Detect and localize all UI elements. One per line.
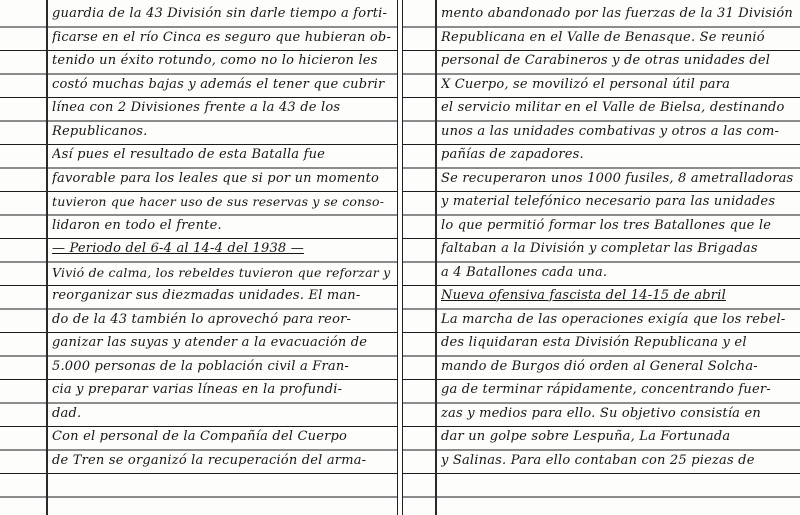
- text-line: ganizar las suyas y atender a la evacuación de: [52, 335, 368, 350]
- text-line: a 4 Batallones cada una.: [441, 264, 608, 280]
- text-line: mando de Burgos dió orden al General Solcha-: [441, 358, 758, 374]
- text-line: el servicio militar en el Valle de Bielsa, destinando: [441, 100, 785, 115]
- text-line: personal de Carabineros y de otras unidades del: [441, 53, 771, 68]
- text-line: línea con 2 Divisiones frente a la 43 de los: [52, 100, 341, 115]
- text-line: tuvieron que hacer uso de sus reservas y se conso-: [52, 194, 385, 209]
- text-line: cia y preparar varias líneas en la profundi-: [52, 382, 343, 397]
- text-line: dar un golpe sobre Lespuña, La Fortunada: [441, 429, 731, 444]
- text-line: favorable para los leales que si por un momento: [52, 170, 380, 186]
- text-line: zas y medios para ello. Su objetivo consistía en: [441, 405, 761, 421]
- text-line: ficarse en el río Cinca es seguro que hubieran ob-: [52, 29, 392, 45]
- text-line: Se recuperaron unos 1000 fusiles, 8 ametralladoras: [441, 170, 794, 186]
- text-line: Vivió de calma, los rebeldes tuvieron que reforzar y: [52, 264, 391, 280]
- text-line: Así pues el resultado de esta Batalla fue: [52, 147, 326, 162]
- text-line: do de la 43 también lo aprovechó para reor-: [52, 311, 352, 327]
- text-line: lidaron en todo el frente.: [52, 217, 222, 233]
- text-line: X Cuerpo, se movilizó el personal útil para: [441, 76, 731, 92]
- section-heading: — Periodo del 6-4 al 14-4 del 1938 —: [52, 241, 304, 256]
- text-line: unos a las unidades combativas y otros a las com-: [441, 123, 780, 139]
- text-line: pañías de zapadores.: [441, 147, 584, 162]
- text-line: guardia de la 43 División sin darle tiempo a forti-: [52, 6, 388, 21]
- right-margin-line: [435, 0, 437, 515]
- text-line: mento abandonado por las fuerzas de la 31 División: [441, 6, 793, 21]
- text-line: Republicana en el Valle de Benasque. Se reunió: [441, 29, 765, 45]
- text-line: La marcha de las operaciones exigía que los rebel-: [441, 311, 786, 327]
- text-line: y material telefónico necesario para las unidades: [441, 194, 776, 209]
- right-page-text: [441, 2, 796, 515]
- text-line: ga de terminar rápidamente, concentrando fuer-: [441, 382, 771, 397]
- left-page-text: [52, 2, 392, 515]
- text-line: faltaban a la División y completar las Brigadas: [441, 241, 758, 256]
- text-line: tenido un éxito rotundo, como no lo hicieron les: [52, 53, 378, 68]
- text-line: Republicanos.: [52, 123, 148, 139]
- left-margin-line: [46, 0, 48, 515]
- text-line: reorganizar sus diezmadas unidades. El man-: [52, 288, 361, 303]
- section-heading: Nueva ofensiva fascista del 14-15 de abril: [441, 288, 726, 303]
- text-line: Con el personal de la Compañía del Cuerpo: [52, 429, 348, 444]
- text-line: costó muchas bajas y además el tener que cubrir: [52, 76, 385, 92]
- text-line: de Tren se organizó la recuperación del arma-: [52, 452, 367, 468]
- text-line: des liquidaran esta División Republicana y el: [441, 335, 747, 350]
- text-line: 5.000 personas de la población civil a Fran-: [52, 358, 350, 374]
- text-line: dad.: [52, 405, 82, 421]
- text-line: y Salinas. Para ello contaban con 25 piezas de: [441, 452, 755, 468]
- text-line: lo que permitió formar los tres Batallones que le: [441, 217, 772, 233]
- page-fold-divider: [397, 0, 403, 515]
